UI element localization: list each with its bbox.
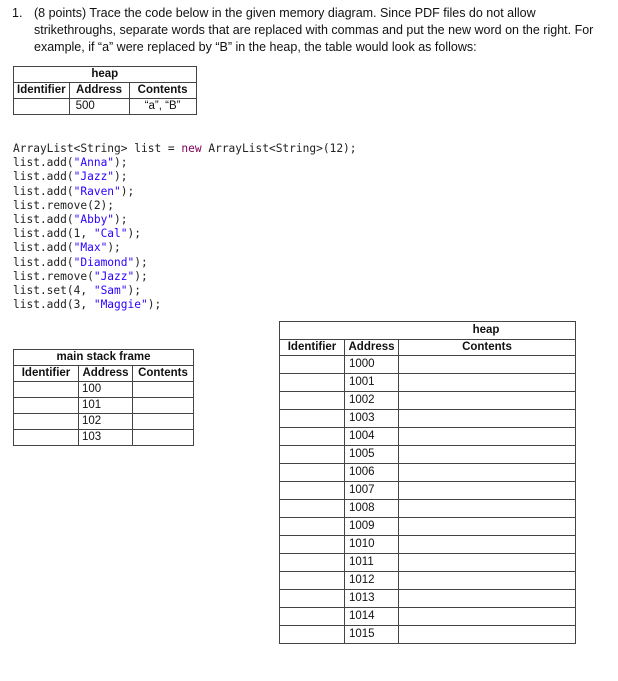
- code-text: list.add(: [13, 156, 74, 170]
- code-line: [13, 213, 357, 227]
- table-row: [280, 482, 576, 500]
- contents-cell: [133, 382, 194, 398]
- address-cell: 1000: [345, 356, 399, 374]
- table-row: [14, 430, 194, 446]
- heap-caption: heap: [280, 322, 576, 340]
- contents-cell: [399, 536, 576, 554]
- table-row: [14, 398, 194, 414]
- code-text: list.remove(2);: [13, 198, 115, 212]
- identifier-cell: [280, 482, 345, 500]
- table-row: [14, 382, 194, 398]
- code-string: "Sam": [93, 284, 128, 298]
- code-line: [13, 227, 357, 241]
- identifier-cell: [280, 536, 345, 554]
- address-cell: 1014: [345, 608, 399, 626]
- table-row: [280, 608, 576, 626]
- identifier-cell: [14, 398, 79, 414]
- example-heap-caption: heap: [14, 67, 197, 83]
- contents-cell: [399, 554, 576, 572]
- code-line: [13, 256, 357, 270]
- code-keyword: new: [181, 142, 202, 155]
- table-row: [280, 464, 576, 482]
- code-string: "Raven": [73, 184, 121, 198]
- contents-cell: [399, 608, 576, 626]
- code-text: list.add(: [13, 170, 74, 184]
- code-text: list.add(: [13, 255, 74, 269]
- stack-header-address: Address: [79, 366, 133, 382]
- code-line: [13, 284, 357, 298]
- code-line: [13, 156, 357, 170]
- contents-cell: [399, 356, 576, 374]
- code-text: list.set(4,: [13, 284, 94, 298]
- code-text: ArrayList<String> list =: [13, 142, 182, 155]
- identifier-cell: [280, 626, 345, 644]
- contents-cell: [399, 446, 576, 464]
- code-text: );: [127, 284, 141, 298]
- code-text: list.add(3,: [13, 298, 94, 312]
- contents-cell: [133, 398, 194, 414]
- contents-cell: [399, 500, 576, 518]
- address-cell: 1005: [345, 446, 399, 464]
- address-cell: 1009: [345, 518, 399, 536]
- identifier-cell: [14, 430, 79, 446]
- heap-header-contents: Contents: [399, 340, 576, 356]
- code-text: );: [114, 213, 128, 227]
- contents-cell: [399, 482, 576, 500]
- example-header-address: Address: [69, 83, 129, 99]
- code-text: );: [127, 227, 141, 241]
- table-row: [280, 410, 576, 428]
- code-line: [13, 170, 357, 184]
- address-cell: 102: [79, 414, 133, 430]
- code-line: [13, 298, 357, 312]
- address-cell: 1012: [345, 572, 399, 590]
- address-cell: 1003: [345, 410, 399, 428]
- address-cell: 1010: [345, 536, 399, 554]
- code-string: "Cal": [93, 227, 128, 241]
- code-string: "Max": [73, 241, 108, 255]
- heap-header-identifier: Identifier: [280, 340, 345, 356]
- contents-cell: [399, 464, 576, 482]
- identifier-cell: [280, 500, 345, 518]
- heap-table: [279, 321, 576, 644]
- code-line: [13, 270, 357, 284]
- identifier-cell: [280, 518, 345, 536]
- table-row: [280, 626, 576, 644]
- identifier-cell: [280, 554, 345, 572]
- identifier-cell: [280, 608, 345, 626]
- identifier-cell: [280, 374, 345, 392]
- code-string: "Diamond": [73, 255, 135, 269]
- table-row: [280, 446, 576, 464]
- code-line: [13, 142, 357, 156]
- identifier-cell: [280, 590, 345, 608]
- table-row: [280, 518, 576, 536]
- table-row: [280, 590, 576, 608]
- code-text: ArrayList<String>(12);: [201, 142, 357, 155]
- code-text: list.add(1,: [13, 227, 94, 241]
- address-cell: 1007: [345, 482, 399, 500]
- table-row: [280, 536, 576, 554]
- code-line: [13, 199, 357, 213]
- identifier-cell: [280, 410, 345, 428]
- code-string: "Jazz": [73, 170, 115, 184]
- address-cell: 1006: [345, 464, 399, 482]
- stack-frame-caption: main stack frame: [14, 350, 194, 366]
- contents-cell: [399, 428, 576, 446]
- identifier-cell: [280, 572, 345, 590]
- example-address-cell: 500: [69, 99, 129, 115]
- identifier-cell: [280, 428, 345, 446]
- table-row: [280, 392, 576, 410]
- table-row: [280, 572, 576, 590]
- contents-cell: [399, 392, 576, 410]
- code-string: "Abby": [73, 213, 115, 227]
- code-string: "Anna": [73, 156, 115, 170]
- table-row: [280, 428, 576, 446]
- code-line: [13, 241, 357, 255]
- question-text: (8 points) Trace the code below in the given memory diagram. Since PDF files do not allow strikethroughs, separate words that are replaced with commas and put the new word on the right. For example, if “a” were replaced by “B” in the heap, the table would look as follows:: [34, 6, 594, 54]
- example-header-contents: Contents: [129, 83, 196, 99]
- address-cell: 1011: [345, 554, 399, 572]
- table-row: [280, 374, 576, 392]
- address-cell: 1002: [345, 392, 399, 410]
- address-cell: 1008: [345, 500, 399, 518]
- address-cell: 1001: [345, 374, 399, 392]
- code-text: );: [134, 269, 148, 283]
- contents-cell: [133, 430, 194, 446]
- identifier-cell: [14, 382, 79, 398]
- identifier-cell: [280, 392, 345, 410]
- example-heap-table: [13, 66, 197, 115]
- example-header-identifier: Identifier: [14, 83, 70, 99]
- table-row: [280, 356, 576, 374]
- code-text: );: [147, 298, 162, 312]
- example-contents-cell: “a”, “B”: [129, 99, 196, 115]
- table-row: [14, 414, 194, 430]
- contents-cell: [399, 374, 576, 392]
- address-cell: 100: [79, 382, 133, 398]
- code-text: list.add(: [13, 184, 74, 198]
- stack-header-contents: Contents: [133, 366, 194, 382]
- identifier-cell: [280, 356, 345, 374]
- code-text: );: [114, 156, 128, 170]
- code-line: [13, 185, 357, 199]
- heap-header-address: Address: [345, 340, 399, 356]
- code-text: );: [134, 255, 148, 269]
- contents-cell: [133, 414, 194, 430]
- code-text: list.add(: [13, 213, 74, 227]
- table-row: [280, 500, 576, 518]
- stack-header-identifier: Identifier: [14, 366, 79, 382]
- code-block: [13, 142, 357, 312]
- identifier-cell: [280, 446, 345, 464]
- code-text: );: [107, 241, 121, 255]
- code-text: list.add(: [13, 241, 74, 255]
- table-row: [280, 554, 576, 572]
- identifier-cell: [280, 464, 345, 482]
- example-row: [14, 99, 197, 115]
- address-cell: 101: [79, 398, 133, 414]
- address-cell: 1015: [345, 626, 399, 644]
- contents-cell: [399, 590, 576, 608]
- code-string: "Jazz": [93, 269, 135, 283]
- example-identifier-cell: [14, 99, 70, 115]
- stack-frame-table: [13, 349, 194, 446]
- code-string: "Maggie": [93, 298, 148, 312]
- code-text: list.remove(: [13, 269, 94, 283]
- question-number: 1.: [12, 6, 23, 20]
- address-cell: 103: [79, 430, 133, 446]
- address-cell: 1013: [345, 590, 399, 608]
- contents-cell: [399, 410, 576, 428]
- contents-cell: [399, 518, 576, 536]
- code-text: );: [120, 184, 135, 198]
- contents-cell: [399, 572, 576, 590]
- address-cell: 1004: [345, 428, 399, 446]
- identifier-cell: [14, 414, 79, 430]
- contents-cell: [399, 626, 576, 644]
- code-text: );: [114, 170, 128, 184]
